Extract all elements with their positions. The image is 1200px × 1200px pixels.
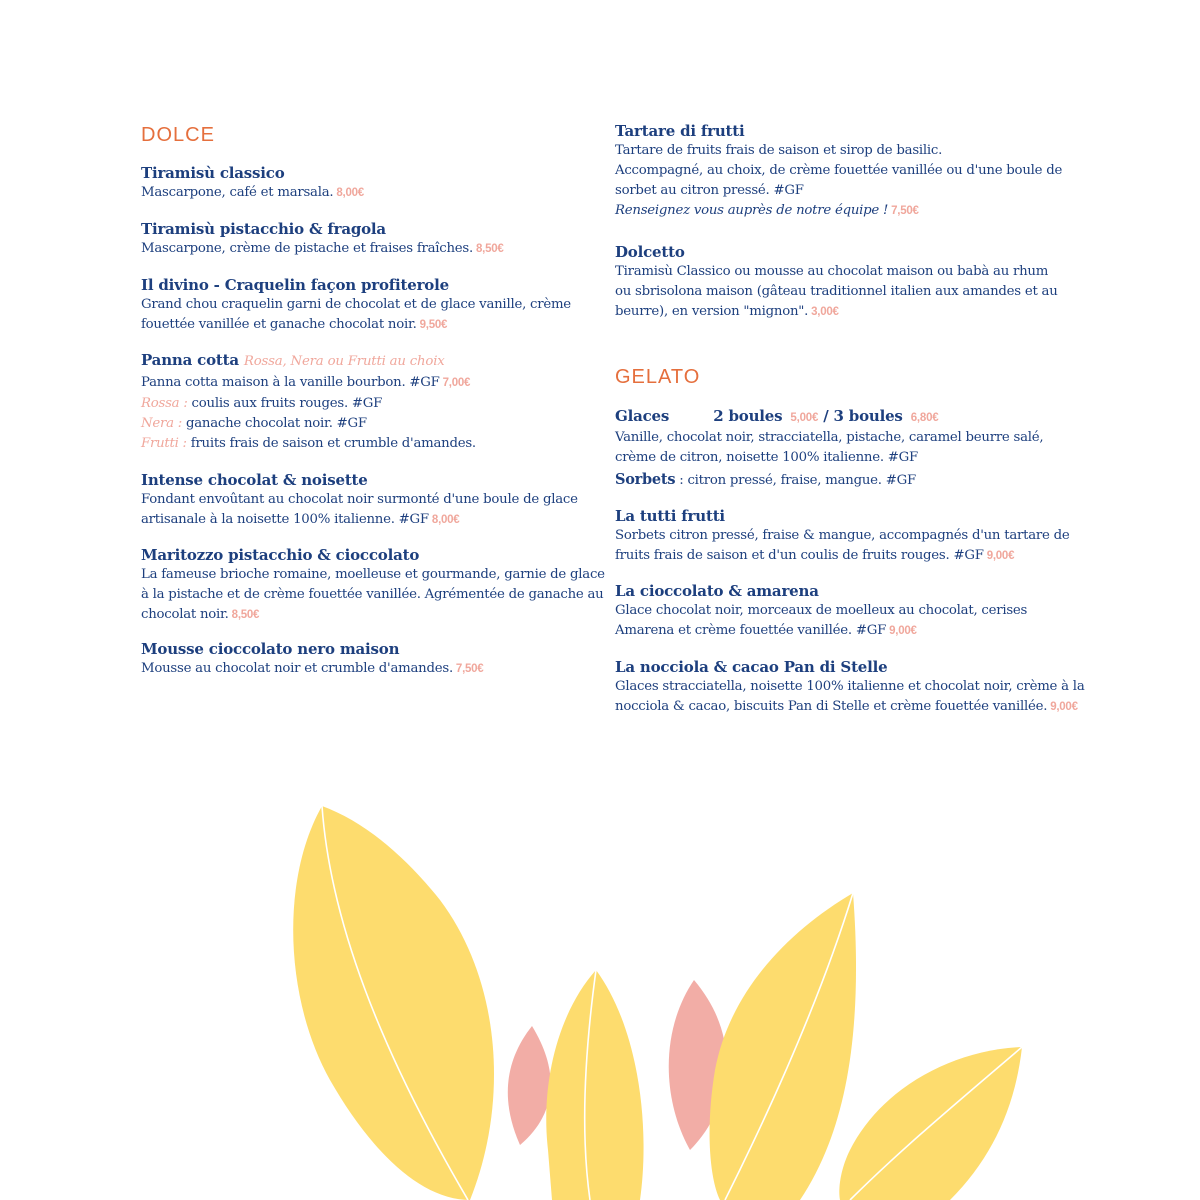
menu-item	[141, 275, 591, 335]
item-price: 9,00€	[986, 550, 1015, 562]
variant-label: Nera :	[141, 416, 182, 431]
item-desc: Grand chou craquelin garni de chocolat et de glace vanille, crème	[141, 297, 571, 312]
glaces-option: 2 boules	[713, 407, 783, 425]
item-desc: ou sbrisolona maison (gâteau traditionnel italien aux amandes et au	[615, 284, 1058, 299]
item-price: 9,00€	[1050, 701, 1078, 713]
item-price: 8,00€	[336, 187, 364, 199]
item-price: 6,80€	[910, 412, 939, 424]
item-name: Tiramisù classico	[141, 164, 285, 182]
item-desc: Tiramisù Classico ou mousse au chocolat maison ou babà au rhum	[615, 264, 1049, 279]
item-name: La tutti frutti	[615, 507, 725, 525]
item-note: Renseignez vous auprès de notre équipe !	[615, 203, 889, 218]
item-desc: Mascarpone, café et marsala.	[141, 185, 334, 200]
item-desc: fruits frais de saison et d'un coulis de fruits rouges. #GF	[615, 548, 984, 563]
item-name: Il divino - Craquelin façon profiterole	[141, 276, 449, 294]
menu-item	[615, 657, 1085, 717]
item-desc: Glaces stracciatella, noisette 100% italienne et chocolat noir, crème à la	[615, 679, 1085, 694]
item-price: 3,00€	[811, 306, 839, 318]
dolce-title: DOLCE	[141, 124, 215, 146]
item-desc: Panna cotta maison à la vanille bourbon. #GF	[141, 375, 440, 390]
menu-item	[141, 350, 591, 454]
item-desc: Glace chocolat noir, morceaux de moelleux au chocolat, cerises	[615, 603, 1028, 618]
item-name: Mousse cioccolato nero maison	[141, 640, 400, 658]
item-desc: crème de citron, noisette 100% italienne. #GF	[615, 450, 919, 465]
gelato-title: GELATO	[615, 366, 701, 388]
item-name: Maritozzo pistacchio & cioccolato	[141, 546, 420, 564]
item-name: La nocciola & cacao Pan di Stelle	[615, 658, 888, 676]
item-name: Tiramisù pistacchio & fragola	[141, 220, 386, 238]
item-desc: chocolat noir.	[141, 607, 229, 622]
item-desc: Mascarpone, crème de pistache et fraises fraîches.	[141, 241, 473, 256]
leaf-yellow-large-right	[710, 893, 856, 1200]
item-name: Dolcetto	[615, 243, 685, 261]
item-desc: Tartare de fruits frais de saison et sirop de basilic.	[615, 143, 943, 158]
leaf-yellow-middle	[546, 970, 643, 1200]
item-desc: sorbet au citron pressé. #GF	[615, 183, 804, 198]
menu-item	[141, 219, 591, 259]
item-desc: Vanille, chocolat noir, stracciatella, pistache, caramel beurre salé,	[615, 430, 1044, 445]
item-desc: à la pistache et de crème fouettée vanillée. Agrémentée de ganache au	[141, 587, 604, 602]
item-desc: Amarena et crème fouettée vanillée. #GF	[615, 623, 887, 638]
menu-item	[141, 163, 591, 203]
leaf-yellow-small-right	[839, 1047, 1022, 1200]
item-price: 7,00€	[442, 377, 471, 389]
leaf-pink-left	[508, 1026, 551, 1145]
item-choice: Rossa, Nera ou Frutti au choix	[243, 354, 445, 369]
item-name: La cioccolato & amarena	[615, 582, 819, 600]
item-desc: beurre), en version "mignon".	[615, 304, 809, 319]
menu-item	[615, 506, 1070, 566]
item-price: 7,50€	[455, 663, 484, 675]
item-price: 5,00€	[790, 412, 819, 424]
leaf-pink-right	[669, 980, 727, 1150]
menu-item	[615, 242, 1065, 322]
item-name: Tartare di frutti	[615, 122, 745, 140]
item-price: 7,50€	[891, 205, 919, 217]
variant-text: coulis aux fruits rouges. #GF	[191, 396, 383, 411]
item-price: 9,50€	[419, 319, 448, 331]
item-name: Glaces	[615, 407, 670, 425]
leaf-yellow-large-left	[293, 806, 494, 1200]
menu-item-glaces	[615, 406, 1065, 491]
menu-item	[141, 470, 591, 530]
variant-text: ganache chocolat noir. #GF	[185, 416, 367, 431]
sorbets-text: : citron pressé, fraise, mangue. #GF	[679, 473, 916, 488]
menu-item	[141, 639, 591, 679]
item-desc: Sorbets citron pressé, fraise & mangue, accompagnés d'un tartare de	[615, 528, 1070, 543]
item-desc: fouettée vanillée et ganache chocolat noir.	[141, 317, 417, 332]
item-desc: artisanale à la noisette 100% italienne. #GF	[141, 512, 429, 527]
item-price: 9,00€	[889, 625, 917, 637]
glaces-option: 3 boules	[833, 407, 903, 425]
item-desc: Accompagné, au choix, de crème fouettée vanillée ou d'une boule de	[615, 163, 1063, 178]
item-name: Panna cotta	[141, 351, 239, 369]
item-desc: Mousse au chocolat noir et crumble d'amandes.	[141, 661, 453, 676]
item-desc: Fondant envoûtant au chocolat noir surmonté d'une boule de glace	[141, 492, 578, 507]
separator: /	[823, 407, 829, 425]
menu-item	[615, 121, 1065, 221]
item-name: Intense chocolat & noisette	[141, 471, 368, 489]
menu-item	[141, 545, 605, 625]
variant-label: Rossa :	[141, 396, 188, 411]
sorbets-label: Sorbets	[615, 471, 676, 488]
variant-text: fruits frais de saison et crumble d'amandes.	[190, 436, 476, 451]
item-price: 8,50€	[231, 609, 260, 621]
menu-item	[615, 581, 1065, 641]
item-desc: nocciola & cacao, biscuits Pan di Stelle et crème fouettée vanillée.	[615, 699, 1048, 714]
item-price: 8,50€	[475, 243, 504, 255]
variant-label: Frutti :	[141, 436, 187, 451]
item-price: 8,00€	[431, 514, 460, 526]
item-desc: La fameuse brioche romaine, moelleuse et gourmande, garnie de glace	[141, 567, 605, 582]
